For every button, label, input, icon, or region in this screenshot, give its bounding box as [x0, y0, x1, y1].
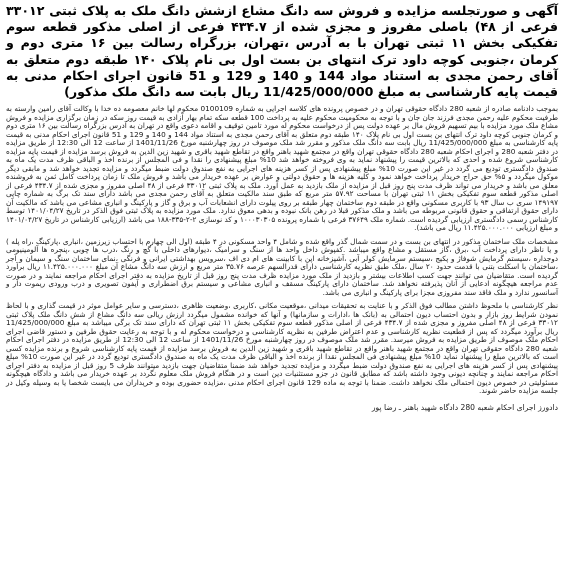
notice-title: آگهی و صورتجلسه مزایده و فروش سه دانگ مشاع ازشش دانگ ملک به پلاک ثبتی ۳۳۰۱۲ فرعی از ۴۸) باصلی مفروز و مجزی شده از ۴۳۴.۷ فرعی از اصلی مذکور قطعه سوم تفکیکی بخش ۱۱ ثبتی تهران با به آدرس ،تهران، بزرگراه رسالت بین ۱۶ متری دوم و کرمان ،جنوبی کوچه داود ترک انتهای بن بست اول بی نام پلاک ۱۴۰ طبقه دوم متعلق به آقای رحمن مجدی به استناد مواد 144 و 140 و 129 و 51 قانون اجرای احکام مدنی به قیمت پایه کارشناسی به مبلغ 11/425/000/000 ریال بابت سه دانگ ملک مذکور): [6, 3, 559, 100]
notice-paragraph-2: مشخصات ملک ساختمان مذکور در انتهای بن بست و در سمت شمال گذر واقع شده و شامل ۴ واحد مسکونی در ۴ طبقه (اول الی چهارم با احتساب زیرزمین ،انباری ،پارکینگ ،راه پله ) و یا ناظر دارای پرداخت آب ،برق ،گاز مستقل و مشاع واقع میباشد .کفپوش داخل واحد ها از سنگ و سرامیک ،دیوارهای داخلی با گچ و رنگ ،درب ها چوبی ،پنجره ها آلومینیومی دوجداره ،سیستم گرمایش شوفاژ و پکیج ،سیستم سرمایش کولر آبی ،آشپزخانه اپن با کابینت های ام دی اف ،سرویس بهداشتی ایرانی و فرنگی ،نمای ساختمان سنگ و سیمان و آجر ،ساختمان با اسکلت بتنی با قدمت حدود ۲۰ سال ،ملک طبق نظریه کارشناسی دارای قدرالسهم عرصه ۳۵.۷۶ متر مربع و ارزش سه دانگ مشاع آن مبلغ ۱۱.۴۲۵.۰۰۰.۰۰۰ ریال برآورد گردیده است. متقاضیان می توانند جهت کسب اطلاعات بیشتر و بازدید از ملک مورد مزایده ظرف مدت پنج روز قبل از تاریخ مزایده به دفتر اجرای احکام مراجعه نمایند و در صورت عدم مراجعه هیچگونه ادعایی از آنان پذیرفته نخواهد شد. ساختمان دارای پارکینگ مسقف و انباری مشاعی و سیستم برق اضطراری و آیفون تصویری و درب ورودی ریموت دار و آسانسور ندارد و ملک فاقد سند مفروزی مجزا برای پارکینگ و انباری می باشد.: [6, 236, 558, 297]
notice-signature: دادورز اجرای احکام شعبه 280 دادگاه شهید باهنر ـ رضا پور: [371, 402, 558, 412]
notice-paragraph-3: نظر کارشناسی با ملحوظ داشتن مطالب فوق الذکر و با عنایت به تحقیقات میدانی ،موقعیت مکانی ،کاربری ،وضعیت ظاهری ،دسترسی و سایر عوامل موثر در قیمت گذاری و با لحاظ نمودن شرایط روز بازار و بدون احتساب دیون احتمالی به (بانک ها ،ادارات و سازمانها) و آنها که خوانده مشمول میگردد ارزش ریالی سه دانگ مشاع از شش دانگ ملک پلاک ثبتی ۳۳۰۱۲ فرعی از ۴۸ اصلی مفروز و مجزی شده از ۴۳۴.۷ فرعی از اصلی مذکور قطعه سوم تفکیکی بخش ۱۱ ثبتی تهران که دارای سند تک برگی میباشد به مبلغ 11/425/000/000 ریال برآورد میگردد که پس از قطعیت نظریه کارشناسی و عدم اعتراض طرفین به نظریه کارشناسی و درخواست محکوم له و با توجه به رعایت حقوق طرفین و دستور قاضی اجرای احکام ملک موصوف از طریق مزایده به فروش میرسد. مقرر شد ملک موصوف در روز چهارشنبه مورخ 1401/11/26 از ساعت 12 الی 12:30 از طریق مزایده در دفتر اجرای احکام شعبه 280 دادگاه حقوقی تهران واقع در مجتمع شهید باهنر واقع در تقاطع شهید باقری و شهید زین الدین به فروش برسد مزایده از قیمت پایه کارشناسی شروع و برنده مزایده کسی است که بالاترین مبلغ را پیشنهاد نماید 10% مبلغ پیشنهادی فی المجلس نقدا از برنده اخذ و الباقی ظرف مدت یک ماه به صندوق دادگستری تودیع گردد در غیر این صورت 10% مبلغ پیشنهادی پس از کسر هزینه های اجرایی به نفع صندوق دولت ضبط میگردد و مزایده تجدید خواهد شد ضمنا متقاضیان جهت بازدید میتوانند ظرف 5 روز قبل از مزایده به دفتر اجرای احکام مراجعه نمایند و چنانچه دیونی وجود داشته باشد که مطابق قانون در جزو مستثنیات دین است و در هنگام فروش ملک معلوم نگردد بر عهده خریدار می باشد و دادگاه هیچگونه مسئولیتی در خصوص دیون احتمالی ملک نخواهد داشت. ضمنا با توجه به ماده 129 قانون اجرای احکام مدنی ،مزایده حضوری بوده و خریداران می بایست شخصا یا به وسیله وکیل در جلسه مزایده حاضر شوند.: [6, 301, 559, 396]
notice-paragraph-1: بموجب دادنامه صادره از شعبه 280 دادگاه حقوقی تهران و در خصوص پرونده های کلاسه اجرایی به شماره 0100109 محکوم لها خانم معصومه ده خدا با وکالت آقای رامین وارسته به طرفیت محکوم علیه رحمن مجدی فرزند جان جان و با توجه به محکومیت محکوم علیه به پرداخت 100 قطعه سکه تمام بهار آزادی به قیمت روز سکه در زمان برگزاری مزایده و فروش مشاع ملک مورد مزایده با بیم تسهیم فروش مال بر عهده دولت پس از درخواست محکوم له مورد تامین توقیف و اقامه دعوی واقع در تهران به آدرس بزرگراه رسالت بین ۱۶ متری دوم و کرمان جنوبی کوچه داود ترک انتهای بن بست اول بی نام پلاک ۱۴۰ طبقه دوم متعلق به آقای رحمن مجدی به استناد مواد 144 و 140 و 129 و 51 قانون اجرای احکام مدنی به قیمت پایه کارشناسی به مبلغ 11/425/000/000 ریال بابت سه دانگ ملک مذکور و مقرر شد ملک موصوف در روز چهارشنبه مورخ 1401/11/26 از ساعت 12 الی 12:30 از طریق مزایده در دفتر شعبه 280 و اجرای احکام شعبه 280 دادگاه حقوقی تهران واقع در مجتمع شهید باهنر واقع در تقاطع شهید باقری و شهید زین الدین به فروش برسد مزایده از قیمت پایه مزایده کارشناسی شروع شده و احدی که بالاترین قیمت را پیشنهاد نماید به وی فروخته خواهد شد 10% مبلغ پیشنهادی را نقدا و فی المجلس از برنده اخذ و الباقی ظرف مدت یک ماه به صندوق دادگستری تودیع می گردد در غیر این صورت 10% مبلغ پیشنهادی پس از کسر هزینه های اجرایی به نفع صندوق دولت ضبط میگردد و مزایده تجدید خواهد شد و مابقی دیگر موکول میگردد و ۵% حق حراج خریدار پرداخت خواهد نمود و کلیه هزینه ها و حقوق دولتی و عوارض بر عهده خریدار می باشد و فروش ملک تا زمان پرداخت کامل ثمن به فروشنده معلق می باشد و خریدار می تواند ظرف مدت پنج روز قبل از مزایده از ملک بازدید به عمل آورد. ملک به پلاک ثبتی ۳۳۰۱۲ فرعی از ۴۸ اصلی مفروز و مجزی شده از ۴۳۴.۷ فرعی از اصلی مذکور قطعه سوم تفکیکی بخش ۱۱ ثبتی تهران با مساحت ۵۷.۹۲ متر مربع که طبق سند مالکیت متعلق به آقای رحمن مجدی می باشد دارای سند تک برگ به شماره چاپی ۱۴۹۱۹۷ سری ب سال ۹۳ با کاربری مسکونی واقع در طبقه دوم ساختمان چهار طبقه بر روی پیلوت دارای انشعابات آب و برق و گاز و پارکینگ و انباری مشاعی می باشد که مالکیت آن دارای حقوق ارتفاقی و حقوق قانونی مربوطه می باشد و ملک مذکور قبلا در رهن بانک نبوده و بدهی معوق ندارد. ملک مورد مزایده به پلاک ثبتی فوق الذکر در تاریخ ۱۴۰۱/۰۴/۲۷ توسط کارشناس رسمی دادگستری ارزیابی گردیده است. شماره ملک ۳۷۶۴۹ فرعی با شماره پرونده ۱۰۰۰۳۰۳۰۵ و کد نوسازی ۲-۲-۳۳۵-۱۸۸ می باشد (ارزیابی کارشناس در تاریخ ۱۴۰۱/۰۴/۲۷ و مبلغ ارزیابی ۱۱.۴۲۵.۰۰۰.۰۰۰ ریال می باشد).: [6, 104, 559, 233]
